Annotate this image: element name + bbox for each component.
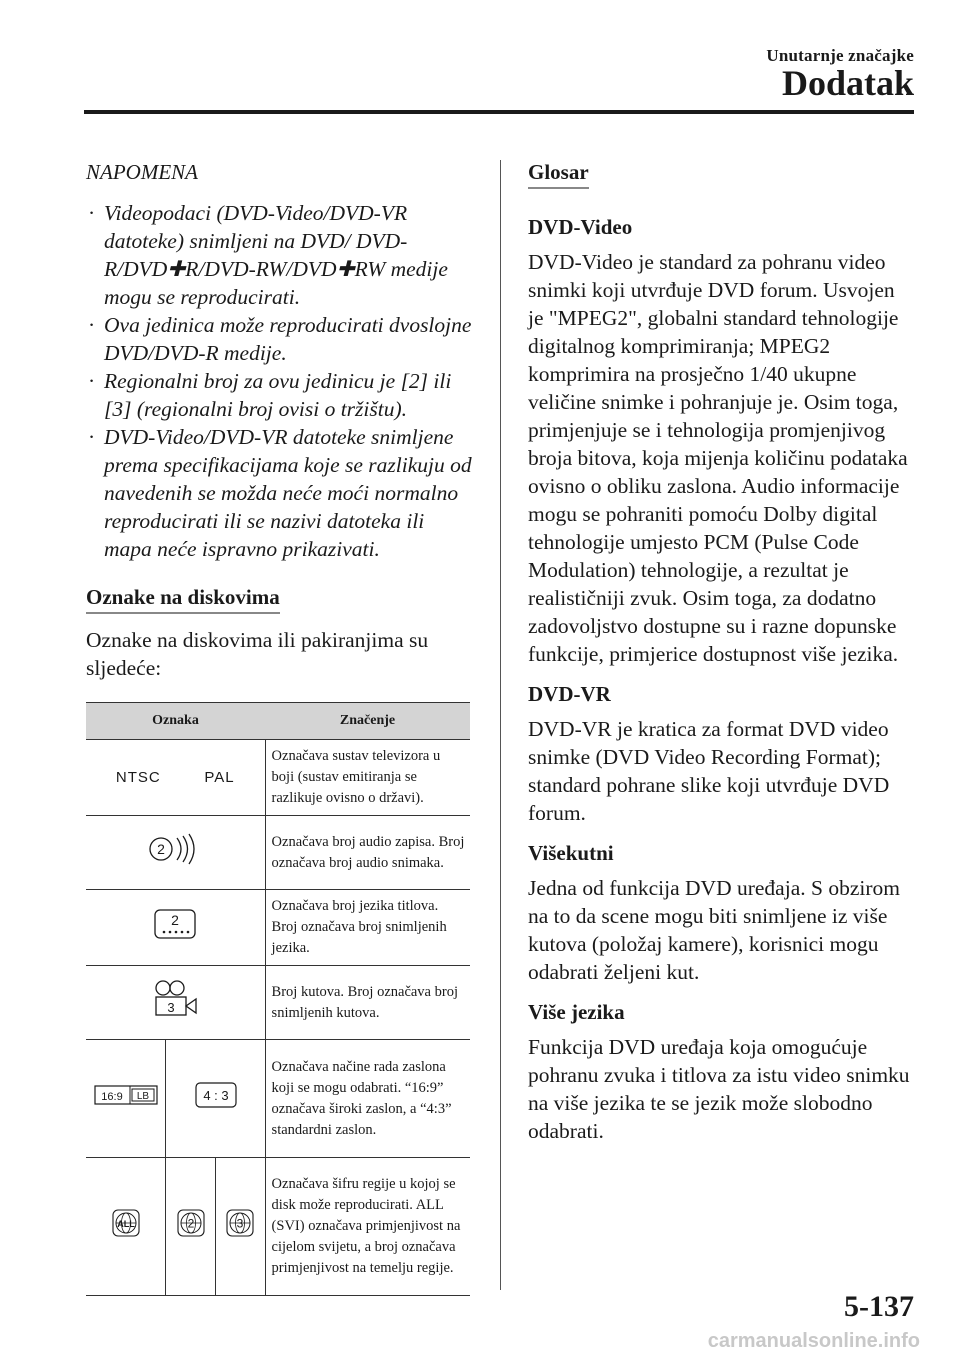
glossary-definition: DVD-Video je standard za pohranu video snimki koji utvrđuje DVD forum. Usvojen je "MPEG2", globalni standard tehnologije digitalnog komprimiranja; MPEG2 komprimira na prosječno 1/40 ukupne veličine snimke i pohranjuje je. Osim toga, primjenjuje se i tehnologija promjenjivog broja bitova, koja mijenja količinu podataka ovisno o obliku zaslona. Audio informacije mogu se pohraniti pomoću Dolby digital tehnologije umjesto PCM (Pulse Code Modulation) tehnologije, a rezultat je realističniji zvuk. Osim toga, za dodatno zadovoljstvo dostupne su i razne dopunske funkcije, primjerice dostupnost više jezika. (528, 250, 908, 666)
column-divider (500, 160, 501, 1290)
region-3-label: 3 (236, 1216, 244, 1231)
angle-count: 3 (167, 1000, 175, 1015)
ntsc-mark: NTSC (115, 768, 161, 786)
mark-cell (86, 890, 265, 966)
page-number: 5-137 (844, 1290, 914, 1323)
mark-cell (86, 966, 265, 1040)
letterbox-label: LB (136, 1091, 149, 1102)
table-row (86, 1040, 470, 1158)
audio-track-count: 2 (157, 841, 166, 857)
right-column (528, 160, 914, 1145)
note-item: · Regionalni broj za ovu jedinicu je [2] ili [3] (regionalni broj ovisi o tržištu). (88, 369, 452, 421)
subtitle-count: 2 (171, 912, 180, 928)
table-row (86, 816, 470, 890)
meaning-cell: Broj kutova. Broj označava broj snimljenih kutova. (265, 966, 470, 1040)
note-text: Ova jedinica može reproducirati dvoslojne DVD/DVD-R medije. (104, 313, 472, 365)
note-item: · DVD-Video/DVD-VR datoteke snimljene prema specifikacijama koje se razlikuju od navedenih se možda neće moći normalno reproducirati ili se nazivi datoteka ili mapa neće ispravno prikazivati. (88, 425, 472, 561)
region-2-globe-icon (177, 1209, 205, 1237)
meaning-cell: Označava šifru regije u kojoj se disk može reproducirati. ALL (SVI) označava primjenjivost na cijelom svijetu, a broj označava primjenjivost na temelju regije. (265, 1158, 470, 1296)
meaning-cell: Označava sustav televizora u boji (sustav emitiranja se razlikuje ovisno o državi). (265, 740, 470, 816)
glossary-term: DVD-Video (528, 215, 633, 239)
aspect-16-9-label: 16:9 (101, 1091, 123, 1103)
column-header-mark: Oznaka (86, 703, 265, 740)
region-all-globe-icon (112, 1209, 140, 1237)
table-row (86, 966, 470, 1040)
note-item: · Videopodaci (DVD-Video/DVD-VR datoteke) snimljeni na DVD/ DVD-R/DVD✚R/DVD-RW/DVD✚RW medije mogu se reproducirati. (88, 201, 448, 309)
disc-marks-intro: Oznake na diskovima ili pakiranjima su sljedeće: (86, 628, 429, 680)
left-column (86, 160, 472, 1296)
meaning-cell: Označava načine rada zaslona koji se mogu odabrati. “16:9” označava široki zaslon, a “4:3” standardni zaslon. (265, 1040, 470, 1158)
region-all-label: ALL (116, 1219, 135, 1229)
watermark: carmanualsonline.info (707, 1330, 920, 1352)
mark-cell (86, 740, 265, 816)
mark-cell (86, 1158, 166, 1296)
glossary-term: Višekutni (528, 841, 614, 865)
camera-angle-icon (150, 979, 200, 1019)
glossary-definition: Jedna od funkcija DVD uređaja. S obzirom na to da scene mogu biti snimljene iz više kutova (položaj kamere), korisnici mogu odabrati željeni kut. (528, 876, 900, 984)
pal-mark: PAL (204, 768, 235, 786)
note-list (86, 199, 472, 563)
note-heading: NAPOMENA (86, 160, 198, 184)
column-header-meaning: Značenje (265, 703, 470, 740)
header-title: Dodatak (781, 63, 914, 103)
table-row (86, 740, 470, 816)
glossary-term: DVD-VR (528, 682, 611, 706)
disc-marks-heading: Oznake na diskovima (86, 585, 280, 614)
meaning-cell: Označava broj audio zapisa. Broj označava broj audio snimaka. (265, 816, 470, 890)
mark-cell (166, 1040, 265, 1158)
glossary-definition: Funkcija DVD uređaja koja omogućuje pohranu zvuka i titlova za istu video snimku na više jezika te se jezik može slobodno odabrati. (528, 1035, 910, 1143)
audio-tracks-icon (147, 832, 203, 866)
meaning-cell: Označava broj jezika titlova. Broj označava broj snimljenih jezika. (265, 890, 470, 966)
header-rule (84, 110, 914, 114)
glossary-heading: Glosar (528, 160, 589, 189)
note-text: Regionalni broj za ovu jedinicu je [2] ili [3] (regionalni broj ovisi o tržištu). (104, 369, 452, 421)
region-2-label: 2 (187, 1216, 195, 1231)
region-3-globe-icon (226, 1209, 254, 1237)
header-section-label: Unutarnje značajke (766, 46, 914, 65)
table-header-row (86, 703, 470, 740)
mark-cell (86, 1040, 166, 1158)
glossary-definition: DVD-VR je kratica za format DVD video snimke (DVD Video Recording Format); standard pohrane slike koji utvrđuje DVD forum. (528, 717, 890, 825)
note-text: Videopodaci (DVD-Video/DVD-VR datoteke) snimljeni na DVD/ DVD-R/DVD✚R/DVD-RW/DVD✚RW medije mogu se reproducirati. (104, 201, 448, 309)
note-text: DVD-Video/DVD-VR datoteke snimljene prema specifikacijama koje se razlikuju od navedenih se možda neće moći normalno reproducirati ili se nazivi datoteka ili mapa neće ispravno prikazivati. (104, 425, 472, 561)
subtitle-icon (153, 907, 197, 941)
table-row (86, 890, 470, 966)
aspect-4-3-icon (194, 1081, 238, 1109)
disc-marks-table (86, 702, 470, 1296)
note-item: · Ova jedinica može reproducirati dvoslojne DVD/DVD-R medije. (88, 313, 472, 365)
mark-cell (166, 1158, 216, 1296)
glossary-term: Više jezika (528, 1000, 625, 1024)
table-row (86, 1158, 470, 1296)
mark-cell (216, 1158, 266, 1296)
aspect-16-9-lb-icon (94, 1084, 158, 1106)
aspect-4-3-label: 4 : 3 (202, 1088, 229, 1103)
mark-cell (86, 816, 265, 890)
